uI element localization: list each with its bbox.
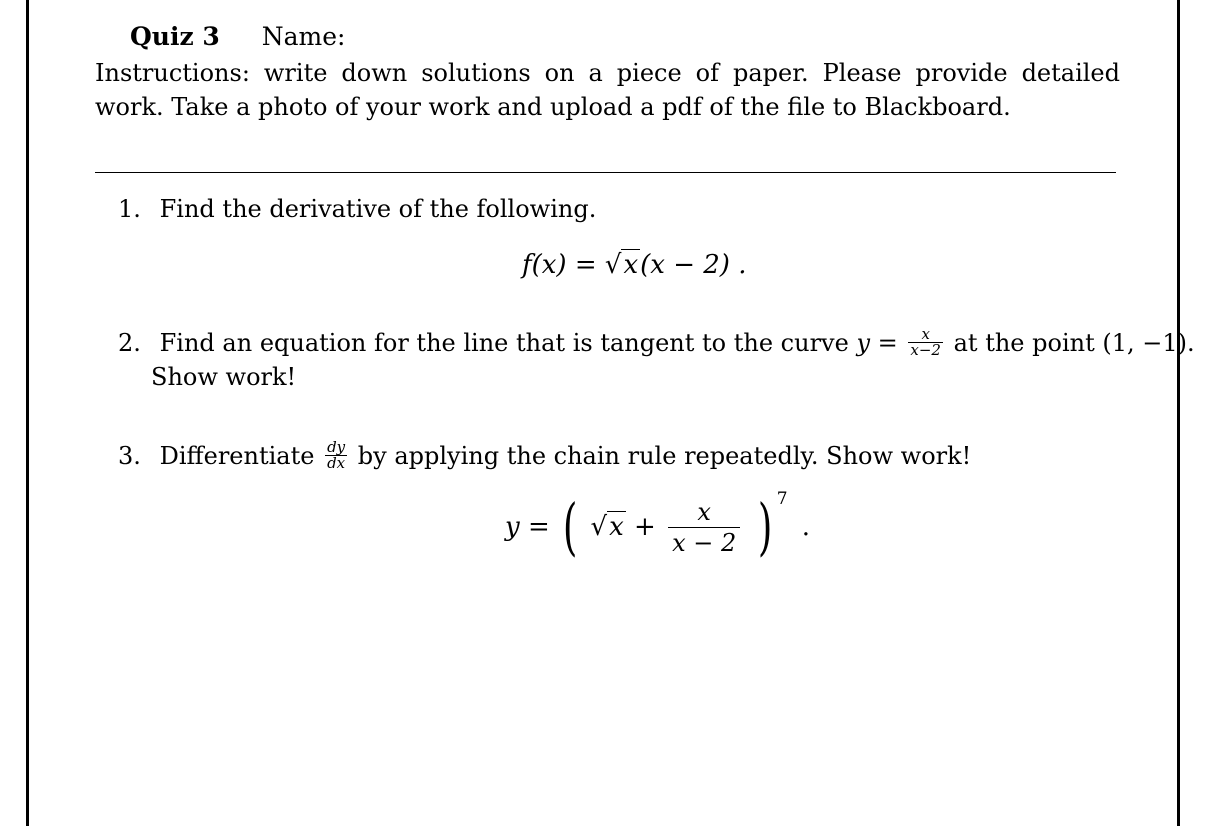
question-text-after: at the point (1, −1). — [953, 329, 1195, 357]
question-text: Find the derivative of the following. — [159, 195, 597, 223]
question-text: Find an equation for the line that is tangent to the curve — [159, 329, 849, 357]
divider-rule — [95, 172, 1116, 173]
question-1 — [118, 192, 596, 226]
name-label: Name: — [261, 22, 346, 51]
question-text: Differentiate — [159, 442, 315, 470]
exponent: 7 — [776, 489, 788, 509]
curve-lhs: y = — [856, 329, 898, 357]
question-number: 2. — [118, 329, 141, 357]
fraction-denominator: x−2 — [910, 341, 941, 359]
quiz-header — [130, 20, 345, 54]
square-root: √x — [590, 512, 624, 542]
question-3 — [118, 439, 971, 473]
plus-sign: + — [634, 512, 656, 542]
inline-fraction — [325, 440, 347, 471]
quiz-title: Quiz 3 — [130, 22, 220, 51]
radicand: x — [623, 250, 639, 280]
fraction-numerator: x — [908, 327, 943, 343]
formula-tail: . — [801, 512, 811, 542]
right-paren: ) — [757, 490, 772, 563]
display-fraction — [668, 497, 740, 558]
left-paren: ( — [562, 490, 578, 563]
question-number: 1. — [118, 195, 141, 223]
radicand: x — [609, 512, 624, 542]
formula-rest: (x − 2) . — [640, 250, 747, 280]
fraction-numerator: dy — [327, 438, 346, 456]
question-number: 3. — [118, 442, 141, 470]
instructions: Instructions: write down solutions on a piece of paper. Please provide detailed work. Take a photo of your work and upload a pdf of the file to Blackboard. — [95, 59, 1120, 121]
question-3-formula — [505, 489, 811, 563]
question-text-after: by applying the chain rule repeatedly. Show work! — [357, 442, 972, 470]
formula-lhs: y = — [505, 512, 550, 542]
formula-lhs: f(x) = — [522, 250, 597, 280]
fraction-numerator: x — [668, 497, 740, 528]
question-1-formula — [522, 250, 746, 280]
fraction-denominator: x − 2 — [672, 528, 737, 557]
square-root: √x — [604, 250, 639, 280]
question-2 — [118, 326, 1195, 360]
fraction-denominator: dx — [327, 454, 346, 472]
question-2-continuation: Show work! — [151, 363, 297, 391]
inline-fraction — [908, 327, 943, 358]
